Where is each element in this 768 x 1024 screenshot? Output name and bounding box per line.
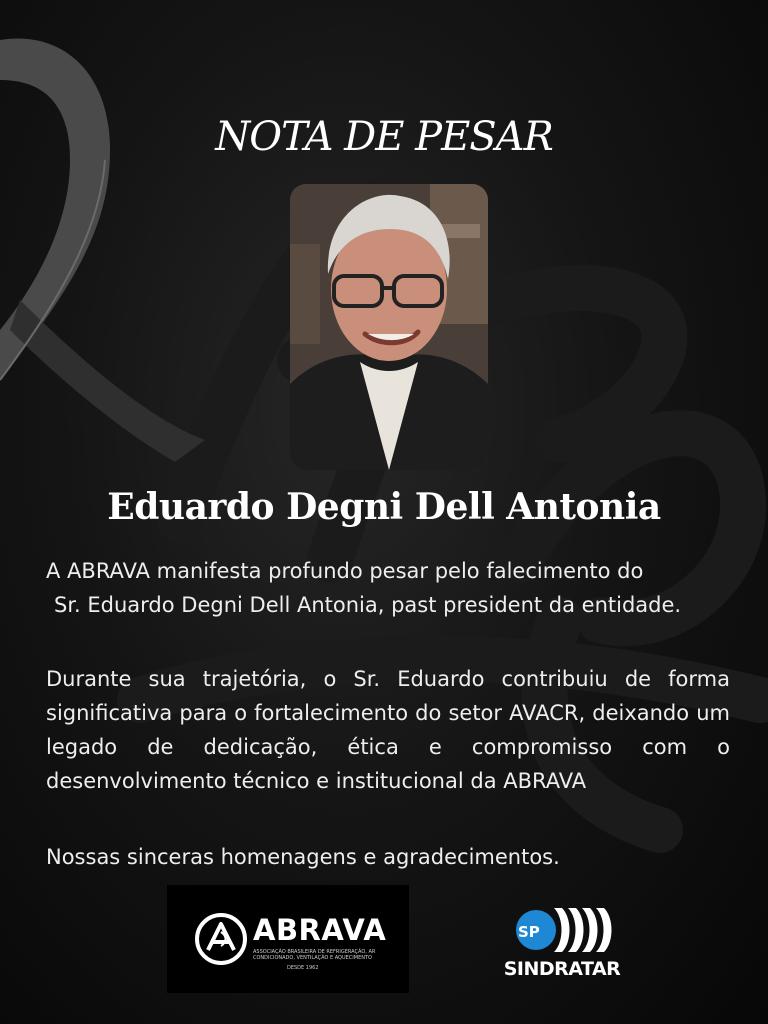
- deceased-name: Eduardo Degni Dell Antonia: [107, 486, 661, 528]
- portrait-photo: [290, 184, 488, 470]
- tribute-paragraph: Durante sua trajetória, o Sr. Eduardo contribuiu de forma significativa para o fortalecimento do setor AVACR, deixando um legado de dedicação, ética e compromisso com o desenvolvimento técnico e institucional da ABRAVA: [46, 667, 730, 793]
- page-title: NOTA DE PESAR: [215, 114, 553, 160]
- closing-paragraph: Nossas sinceras homenagens e agradecimentos.: [46, 845, 560, 869]
- sindratar-name: SINDRATAR: [503, 958, 621, 980]
- abrava-logo: [167, 885, 409, 993]
- announcement-line-1: A ABRAVA manifesta profundo pesar pelo falecimento do: [46, 559, 644, 583]
- sindratar-badge-text: SP: [518, 923, 540, 941]
- abrava-since: DESDE 1962: [287, 965, 319, 971]
- sindratar-logo: [502, 900, 622, 990]
- abrava-emblem-icon: [194, 912, 248, 966]
- announcement-paragraph: [46, 554, 730, 622]
- announcement-line-2: Sr. Eduardo Degni Dell Antonia, past president da entidade.: [54, 593, 682, 617]
- abrava-name: ABRAVA: [253, 913, 387, 947]
- mourning-ribbon-icon: [0, 0, 230, 470]
- abrava-subtitle: ASSOCIAÇÃO BRASILEIRA DE REFRIGERAÇÃO, AR CONDICIONADO, VENTILAÇÃO E AQUECIMENTO: [253, 949, 376, 961]
